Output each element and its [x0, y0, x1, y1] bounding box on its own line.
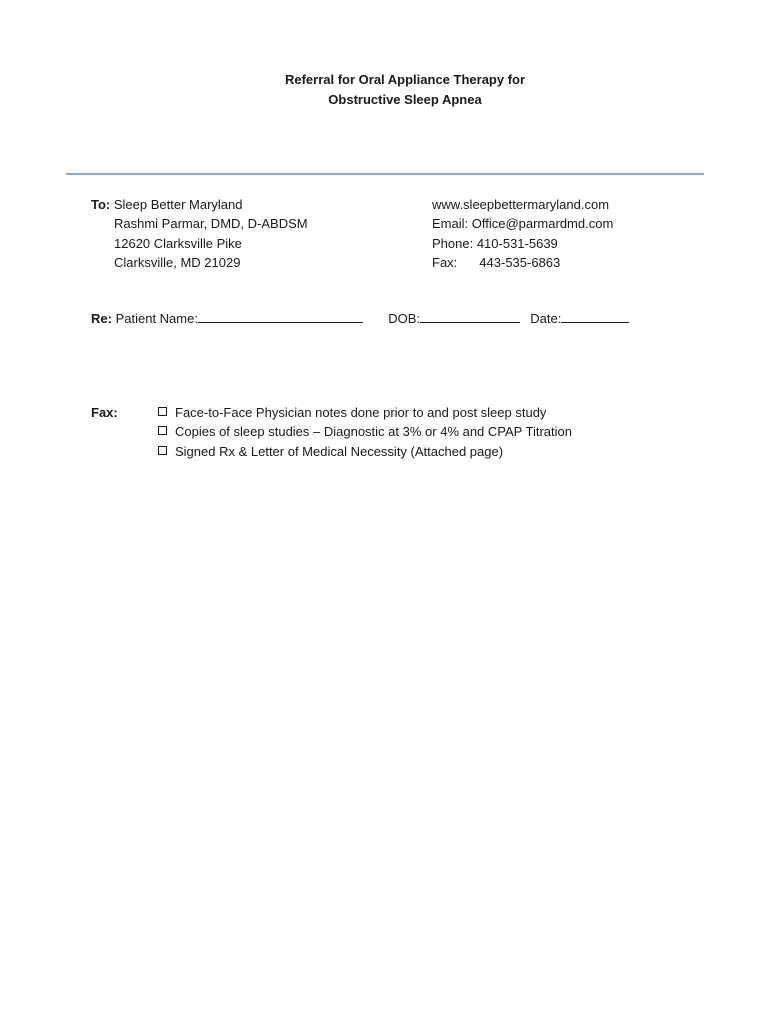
patient-name-field[interactable] — [198, 309, 363, 323]
recipient-city: Clarksville, MD 21029 — [114, 254, 241, 270]
fax-checklist — [158, 403, 572, 461]
checklist-item — [158, 442, 572, 461]
date-field[interactable] — [561, 309, 629, 323]
checkbox-icon[interactable] — [158, 407, 167, 416]
date-label: Date: — [530, 311, 562, 326]
contact-email: Email: Office@parmardmd.com — [432, 216, 614, 232]
checklist-item — [158, 403, 572, 422]
title-line-2: Obstructive Sleep Apnea — [328, 92, 482, 107]
contact-website: www.sleepbettermaryland.com — [432, 197, 610, 212]
recipient-line-1 — [91, 195, 308, 214]
checklist-item — [158, 422, 572, 441]
checklist-item-label: Signed Rx & Letter of Medical Necessity (Attached page) — [175, 443, 504, 459]
fax-section-label: Fax: — [91, 405, 118, 420]
contact-fax-label: Fax: — [432, 254, 458, 270]
checklist-item-label: Copies of sleep studies – Diagnostic at 3% or 4% and CPAP Titration — [175, 424, 572, 440]
re-row — [91, 309, 629, 329]
dob-label: DOB: — [388, 311, 420, 326]
dob-field[interactable] — [420, 309, 520, 323]
header-divider — [66, 173, 704, 175]
title-line-1: Referral for Oral Appliance Therapy for — [284, 72, 526, 87]
recipient-block — [91, 195, 308, 272]
checkbox-icon[interactable] — [158, 426, 167, 435]
recipient-doctor: Rashmi Parmar, DMD, D-ABDSM — [114, 216, 308, 232]
to-label: To: — [91, 197, 111, 212]
patient-name-label: Patient Name: — [115, 311, 198, 326]
contact-block — [432, 195, 613, 272]
recipient-practice: Sleep Better Maryland — [113, 197, 243, 212]
document-title — [0, 70, 770, 110]
checkbox-icon[interactable] — [158, 446, 167, 455]
recipient-street: 12620 Clarksville Pike — [114, 235, 242, 251]
checklist-item-label: Face-to-Face Physician notes done prior to and post sleep study — [175, 405, 547, 420]
re-label: Re: — [91, 311, 112, 326]
contact-phone: Phone: 410-531-5639 — [432, 235, 558, 251]
contact-fax-number: 443-535-6863 — [479, 254, 561, 270]
contact-fax — [432, 253, 613, 272]
